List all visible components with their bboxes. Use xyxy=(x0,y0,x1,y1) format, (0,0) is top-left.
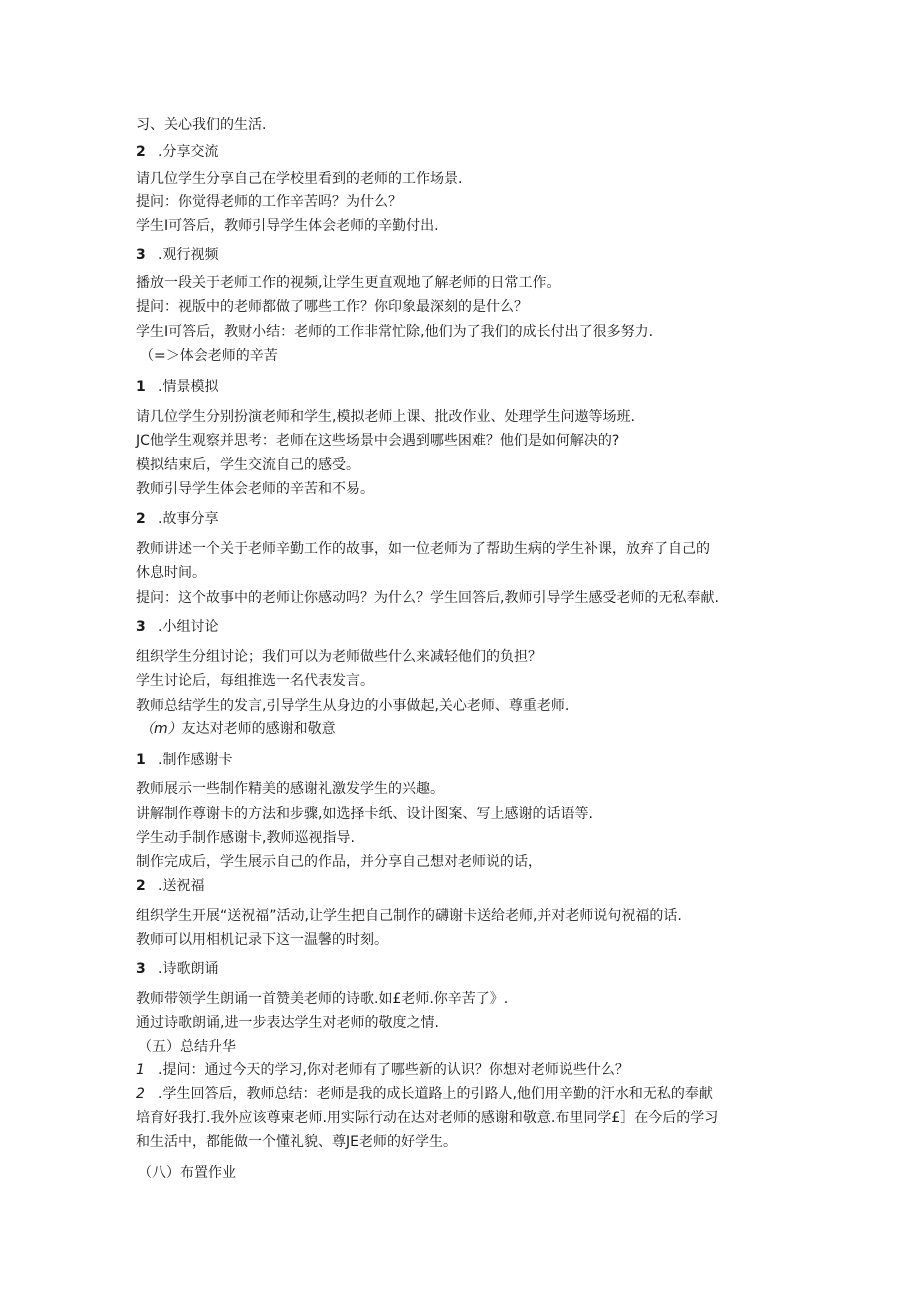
paragraph-line: 播放一段关于老师工作的视频,让学生更直观地了解老师的日常工作。 xyxy=(136,275,561,291)
paragraph-line: 习、关心我们的生活. xyxy=(136,117,267,133)
paragraph-line: 教师展示一些制作精美的感谢礼激发学生的兴趣。 xyxy=(136,781,444,797)
paragraph-line: 休息时间。 xyxy=(136,565,206,581)
heading-text: .分享交流 xyxy=(158,144,219,160)
item-text: .学生回答后，教师总结：老师是我的成长道路上的引路人,他们用辛勤的汗水和无私的奉献 xyxy=(158,1086,713,1102)
summary-item xyxy=(136,1061,786,1079)
paragraph-line: 讲解制作尊谢卡的方法和步骤,如选择卡纸、设计图案、写上感谢的话语等. xyxy=(136,806,593,822)
subsection-heading xyxy=(140,720,790,738)
paragraph-line: 教师可以用相机记录下这一温馨的时刻。 xyxy=(136,932,388,948)
subsection-heading: （八）布置作业 xyxy=(138,1165,236,1181)
heading-number: 1 xyxy=(136,379,146,395)
paragraph-line: 提问：这个故事中的老师让你感动吗？为什么？学生回答后,教师引导学生感受老师的无私奉献. xyxy=(136,590,719,606)
paragraph-line: 组织学生分组讨论；我们可以为老师做些什么来减轻他们的负担？ xyxy=(136,649,542,665)
paragraph-line: 提问：你觉得老师的工作辛苦吗？为什么？ xyxy=(136,194,402,210)
paragraph-line: 组织学生开展“送祝福”活动,让学生把自己制作的礴谢卡送给老师,并对老师说句祝福的话. xyxy=(136,908,682,924)
paragraph-line: 通过诗歌朗诵,进一步表达学生对老师的敬度之情. xyxy=(136,1015,439,1031)
subsection-heading: （五）总结升华 xyxy=(138,1039,236,1055)
paragraph-line: 学生I可答后，教财小结：老师的工作非常忙除,他们为了我们的成长付出了很多努力. xyxy=(136,324,654,340)
heading-number: 2 xyxy=(136,511,146,527)
heading-text: .观行视频 xyxy=(158,247,219,263)
paragraph-line: 教师引导学生体会老师的辛苦和不易。 xyxy=(136,481,374,497)
heading-number: 2 xyxy=(136,878,146,894)
section-heading xyxy=(136,246,786,264)
item-text: .提问：通过今天的学习,你对老师有了哪些新的认识？你想对老师说些什么？ xyxy=(158,1062,629,1078)
item-number: 1 xyxy=(136,1062,145,1078)
heading-number: 1 xyxy=(136,752,146,768)
heading-text: .诗歌朗诵 xyxy=(158,961,219,977)
paragraph-line: 请几位学生分享自己在学校里看到的老师的工作场景. xyxy=(136,171,463,187)
paragraph-line: 提问：视版中的老师都做了哪些工作？你印象最深刻的是什么？ xyxy=(136,299,528,315)
paragraph-line: 学生I可答后，教师引导学生体会老师的辛勤付出. xyxy=(136,218,439,234)
subsection-text: 友达对老师的感谢和敬意 xyxy=(181,721,336,737)
section-heading xyxy=(136,877,786,895)
subsection-marker: （m） xyxy=(140,721,182,737)
paragraph-line: 培育好我打.我外应该尊柬老师.用实际行动在达对老师的感谢和敬意.布里同学£］在今后的学习 xyxy=(136,1110,719,1126)
paragraph-line: 请几位学生分别扮演老师和学生,模拟老师上课、批改作业、处理学生问遨等场班. xyxy=(136,409,635,425)
paragraph-line: 学生讨论后，每组推选一名代表发言。 xyxy=(136,673,374,689)
paragraph-line: 学生动手制作感谢卡,教师巡视指导. xyxy=(136,830,355,846)
paragraph-line: 教师带领学生朗诵一首赞美老师的诗歌.如£老师.你辛苦了》. xyxy=(136,991,509,1007)
subsection-heading: （=＞体会老师的辛苦 xyxy=(140,348,278,364)
heading-number: 3 xyxy=(136,619,146,635)
heading-text: .情景模拟 xyxy=(158,379,219,395)
paragraph-line: 和生活中，都能做一个懂礼貌、尊JE老师的好学生。 xyxy=(136,1134,457,1150)
section-heading xyxy=(136,960,786,978)
section-heading xyxy=(136,618,786,636)
heading-text: .制作感谢卡 xyxy=(158,752,233,768)
item-number: 2 xyxy=(136,1086,145,1102)
heading-text: .故事分享 xyxy=(158,511,219,527)
paragraph-line: 模拟结束后，学生交流自己的感受。 xyxy=(136,457,360,473)
paragraph-line: 制作完成后，学生展示自己的作品，并分享自己想对老师说的话， xyxy=(136,854,542,870)
section-heading xyxy=(136,510,786,528)
heading-number: 3 xyxy=(136,247,146,263)
section-heading xyxy=(136,751,786,769)
heading-text: .送祝福 xyxy=(158,878,205,894)
heading-number: 3 xyxy=(136,961,146,977)
summary-item xyxy=(136,1085,786,1103)
paragraph-line: 教师讲述一个关于老师辛勤工作的故事，如一位老师为了帮助生病的学生补课，放弃了自己的 xyxy=(136,541,710,557)
heading-text: .小组讨论 xyxy=(158,619,219,635)
paragraph-line: JC他学生观察并思考：老师在这些场景中会遇到哪些困难？他们是如何解决的? xyxy=(136,433,620,449)
paragraph-line: 教师总结学生的发言,引导学生从身边的小事做起,关心老师、尊重老师. xyxy=(136,698,570,714)
section-heading xyxy=(136,378,786,396)
heading-number: 2 xyxy=(136,144,146,160)
section-heading xyxy=(136,143,786,161)
